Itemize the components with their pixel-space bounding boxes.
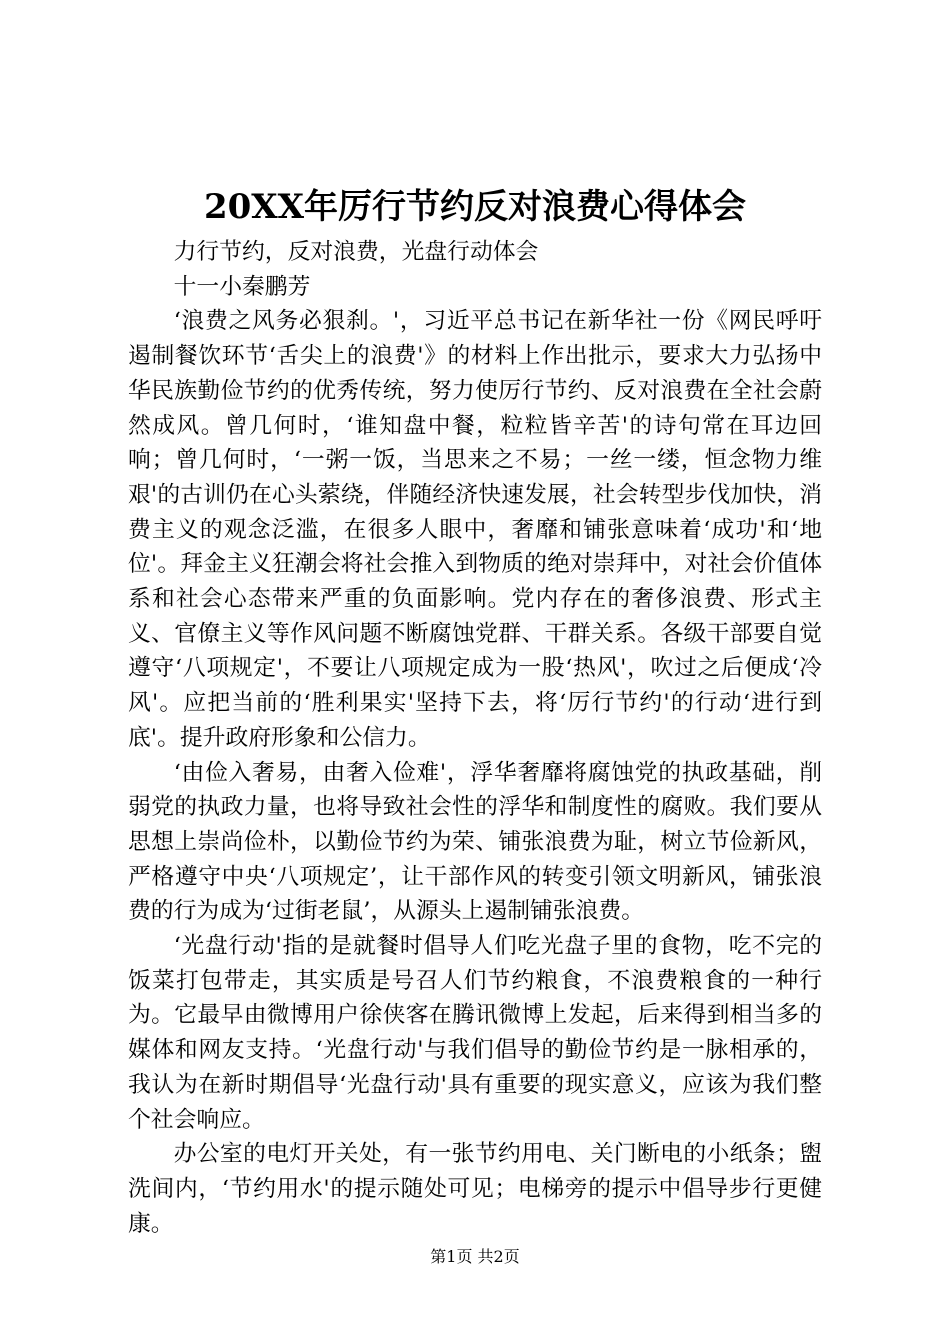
- author-paragraph: 十一小秦鹏芳: [173, 273, 311, 300]
- body-paragraph: ‘光盘行动'指的是就餐时倡导人们吃光盘子里的食物，吃不完的饭菜打包带走，其实质是号召人们节约粮食，不浪费粮食的一种行为。它最早由微博用户徐侠客在腾讯微博上发起，后来得到相当多的媒体和网友支持。‘光盘行动'与我们倡导的勤俭节约是一脉相承的，我认为在新时期倡导‘光盘行动'具有重要的现实意义，应该为我们整个社会响应。: [128, 933, 822, 1133]
- body-paragraph: 办公室的电灯开关处，有一张节约用电、关门断电的小纸条；盥洗间内，‘节约用水'的提示随处可见；电梯旁的提示中倡导步行更健康。: [128, 1141, 822, 1237]
- page-footer: 第1页 共2页: [430, 1247, 520, 1266]
- body-paragraph: ‘浪费之风务必狠刹。'，习近平总书记在新华社一份《网民呼吁遏制餐饮环节‘舌尖上的浪费'》的材料上作出批示，要求大力弘扬中华民族勤俭节约的优秀传统，努力使厉行节约、反对浪费在全社会蔚然成风。曾几何时，‘谁知盘中餐，粒粒皆辛苦'的诗句常在耳边回响；曾几何时，‘一粥一饭，当思来之不易；一丝一缕，恒念物力维艰'的古训仍在心头萦绕，伴随经济快速发展，社会转型步伐加快，消费主义的观念泛滥，在很多人眼中，奢靡和铺张意味着‘成功'和‘地位'。拜金主义狂潮会将社会推入到物质的绝对崇拜中，对社会价值体系和社会心态带来严重的负面影响。党内存在的奢侈浪费、形式主义、官僚主义等作风问题不断腐蚀党群、干群关系。各级干部要自觉遵守‘八项规定'，不要让八项规定成为一股‘热风'，吹过之后便成‘冷风'。应把当前的‘胜利果实'坚持下去，将‘厉行节约'的行动‘进行到底'。提升政府形象和公信力。: [128, 308, 822, 751]
- subtitle-paragraph: 力行节约，反对浪费，光盘行动体会: [173, 239, 539, 265]
- document-body: [128, 235, 822, 1241]
- document-title: 20XX年厉行节约反对浪费心得体会: [203, 187, 747, 227]
- body-paragraph: ‘由俭入奢易，由奢入俭难'，浮华奢靡将腐蚀党的执政基础，削弱党的执政力量，也将导致社会性的浮华和制度性的腐败。我们要从思想上崇尚俭朴，以勤俭节约为荣、铺张浪费为耻，树立节俭新风，严格遵守中央‘八项规定’，让干部作风的转变引领文明新风，铺张浪费的行为成为‘过街老鼠’，从源头上遏制铺张浪费。: [128, 759, 822, 925]
